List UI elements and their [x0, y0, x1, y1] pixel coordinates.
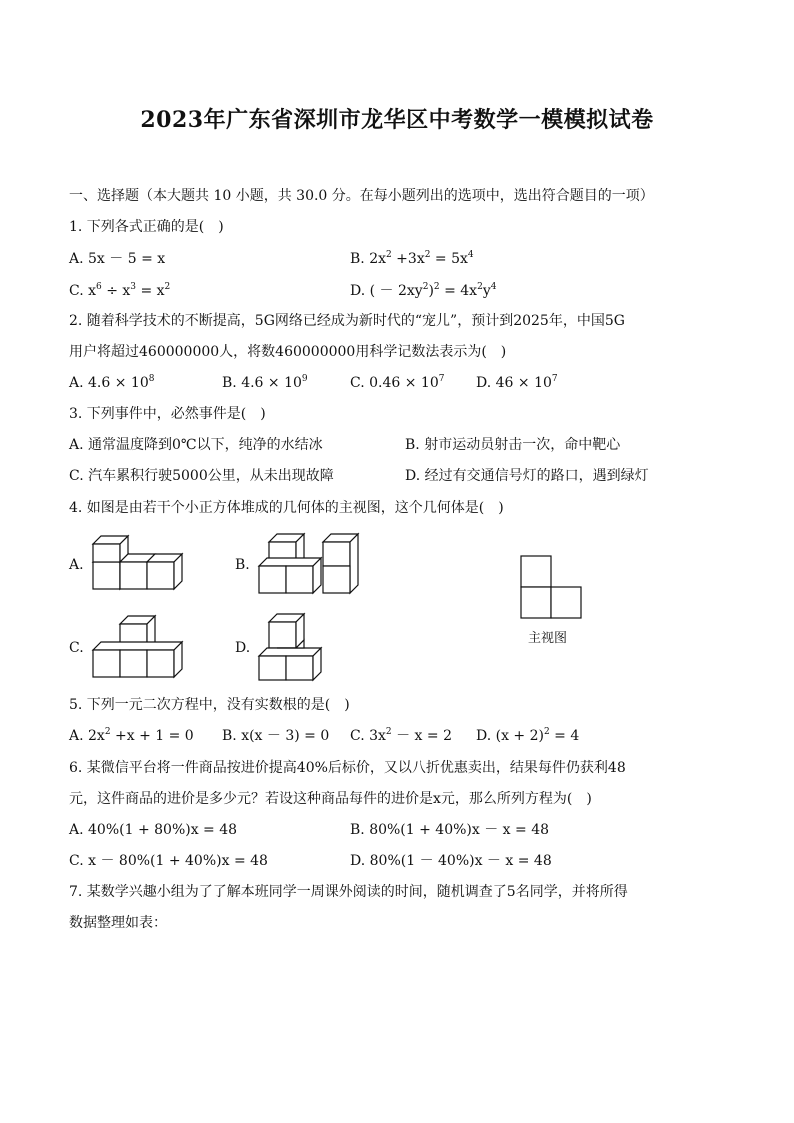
q6-option-c: C. x － 80%(1 + 40%)x = 48 — [69, 853, 268, 869]
q4-front-view-figure — [521, 556, 583, 620]
q4-front-view-caption: 主视图 — [528, 631, 568, 646]
q4-option-c-figure — [93, 616, 187, 678]
q4-option-a-label: A. — [69, 557, 84, 573]
q6-option-b: B. 80%(1 + 40%)x － x = 48 — [350, 822, 550, 838]
q3-option-b: B. 射市运动员射击一次，命中靶心 — [405, 437, 621, 453]
question-2-stem-line1: 2. 随着科学技术的不断提高，5G网络已经成为新时代的“宠儿”，预计到2025年，中国5G — [69, 313, 625, 329]
q4-option-c-label: C. — [69, 640, 84, 656]
q6-option-d: D. 80%(1 － 40%)x － x = 48 — [350, 853, 552, 869]
question-1-stem: 1. 下列各式正确的是( ) — [69, 219, 224, 235]
q1-option-b: B. $2x^2 +3x^2 = 5x^4$ — [350, 250, 474, 267]
question-4-stem: 4. 如图是由若干个小正方体堆成的几何体的主视图，这个几何体是( ) — [69, 500, 504, 516]
q4-option-d-label: D. — [235, 640, 251, 656]
q2-option-b: B. $4.6 \times 10^9$ — [222, 374, 308, 391]
q5-option-a: A. $2x^2 +x + 1 = 0$ — [69, 727, 194, 744]
page-title: 2023年广东省深圳市龙华区中考数学一模模拟试卷 — [140, 107, 654, 133]
question-7-stem-line2: 数据整理如表： — [69, 915, 167, 931]
q3-option-a: A. 通常温度降到0℃以下，纯净的水结冰 — [69, 437, 323, 453]
q6-option-a: A. 40%(1 + 80%)x = 48 — [69, 822, 238, 838]
question-5-stem: 5. 下列一元二次方程中，没有实数根的是( ) — [69, 697, 350, 713]
q1-option-a: A. 5x － 5 = x — [69, 251, 166, 267]
q5-option-d: D. $(x + 2)^2 = 4$ — [476, 727, 580, 744]
question-6-stem-line2: 元，这件商品的进价是多少元？若设这种商品每件的进价是x元，那么所列方程为( ) — [69, 791, 592, 807]
q4-option-b-label: B. — [235, 557, 250, 573]
q3-option-c: C. 汽车累积行驶5000公里，从未出现故障 — [69, 468, 334, 484]
q1-option-d: D. ( － $2xy^2)^2 = 4x^2y^4$ — [350, 282, 497, 299]
q2-option-d: D. $46 \times 10^7$ — [476, 374, 558, 391]
q4-option-d-figure — [259, 612, 339, 682]
q3-option-d: D. 经过有交通信号灯的路口，遇到绿灯 — [405, 468, 649, 484]
question-7-stem-line1: 7. 某数学兴趣小组为了了解本班同学一周课外阅读的时间，随机调查了5名同学，并将所得 — [69, 884, 628, 900]
question-2-stem-line2: 用户将超过460000000人，将数460000000用科学记数法表示为( ) — [69, 344, 507, 360]
q1-option-c: C. $x^6 \div x^3 = x^2$ — [69, 282, 171, 299]
q2-option-a: A. $4.6 \times 10^8$ — [69, 374, 155, 391]
section-heading: 一、选择题（本大题共 10 小题，共 30.0 分。在每小题列出的选项中，选出符合题目的一项） — [69, 188, 654, 204]
q2-option-c: C. $0.46 \times 10^7$ — [350, 374, 445, 391]
question-6-stem-line1: 6. 某微信平台将一件商品按进价提高40%后标价，又以八折优惠卖出，结果每件仍获利48 — [69, 760, 626, 776]
question-3-stem: 3. 下列事件中，必然事件是( ) — [69, 406, 266, 422]
q4-option-a-figure — [93, 534, 187, 596]
q5-option-c: C. $3x^2 - x = 2$ — [350, 727, 452, 744]
q5-option-b: B. x(x － 3) = 0 — [222, 728, 330, 744]
q4-option-b-figure — [259, 530, 363, 600]
